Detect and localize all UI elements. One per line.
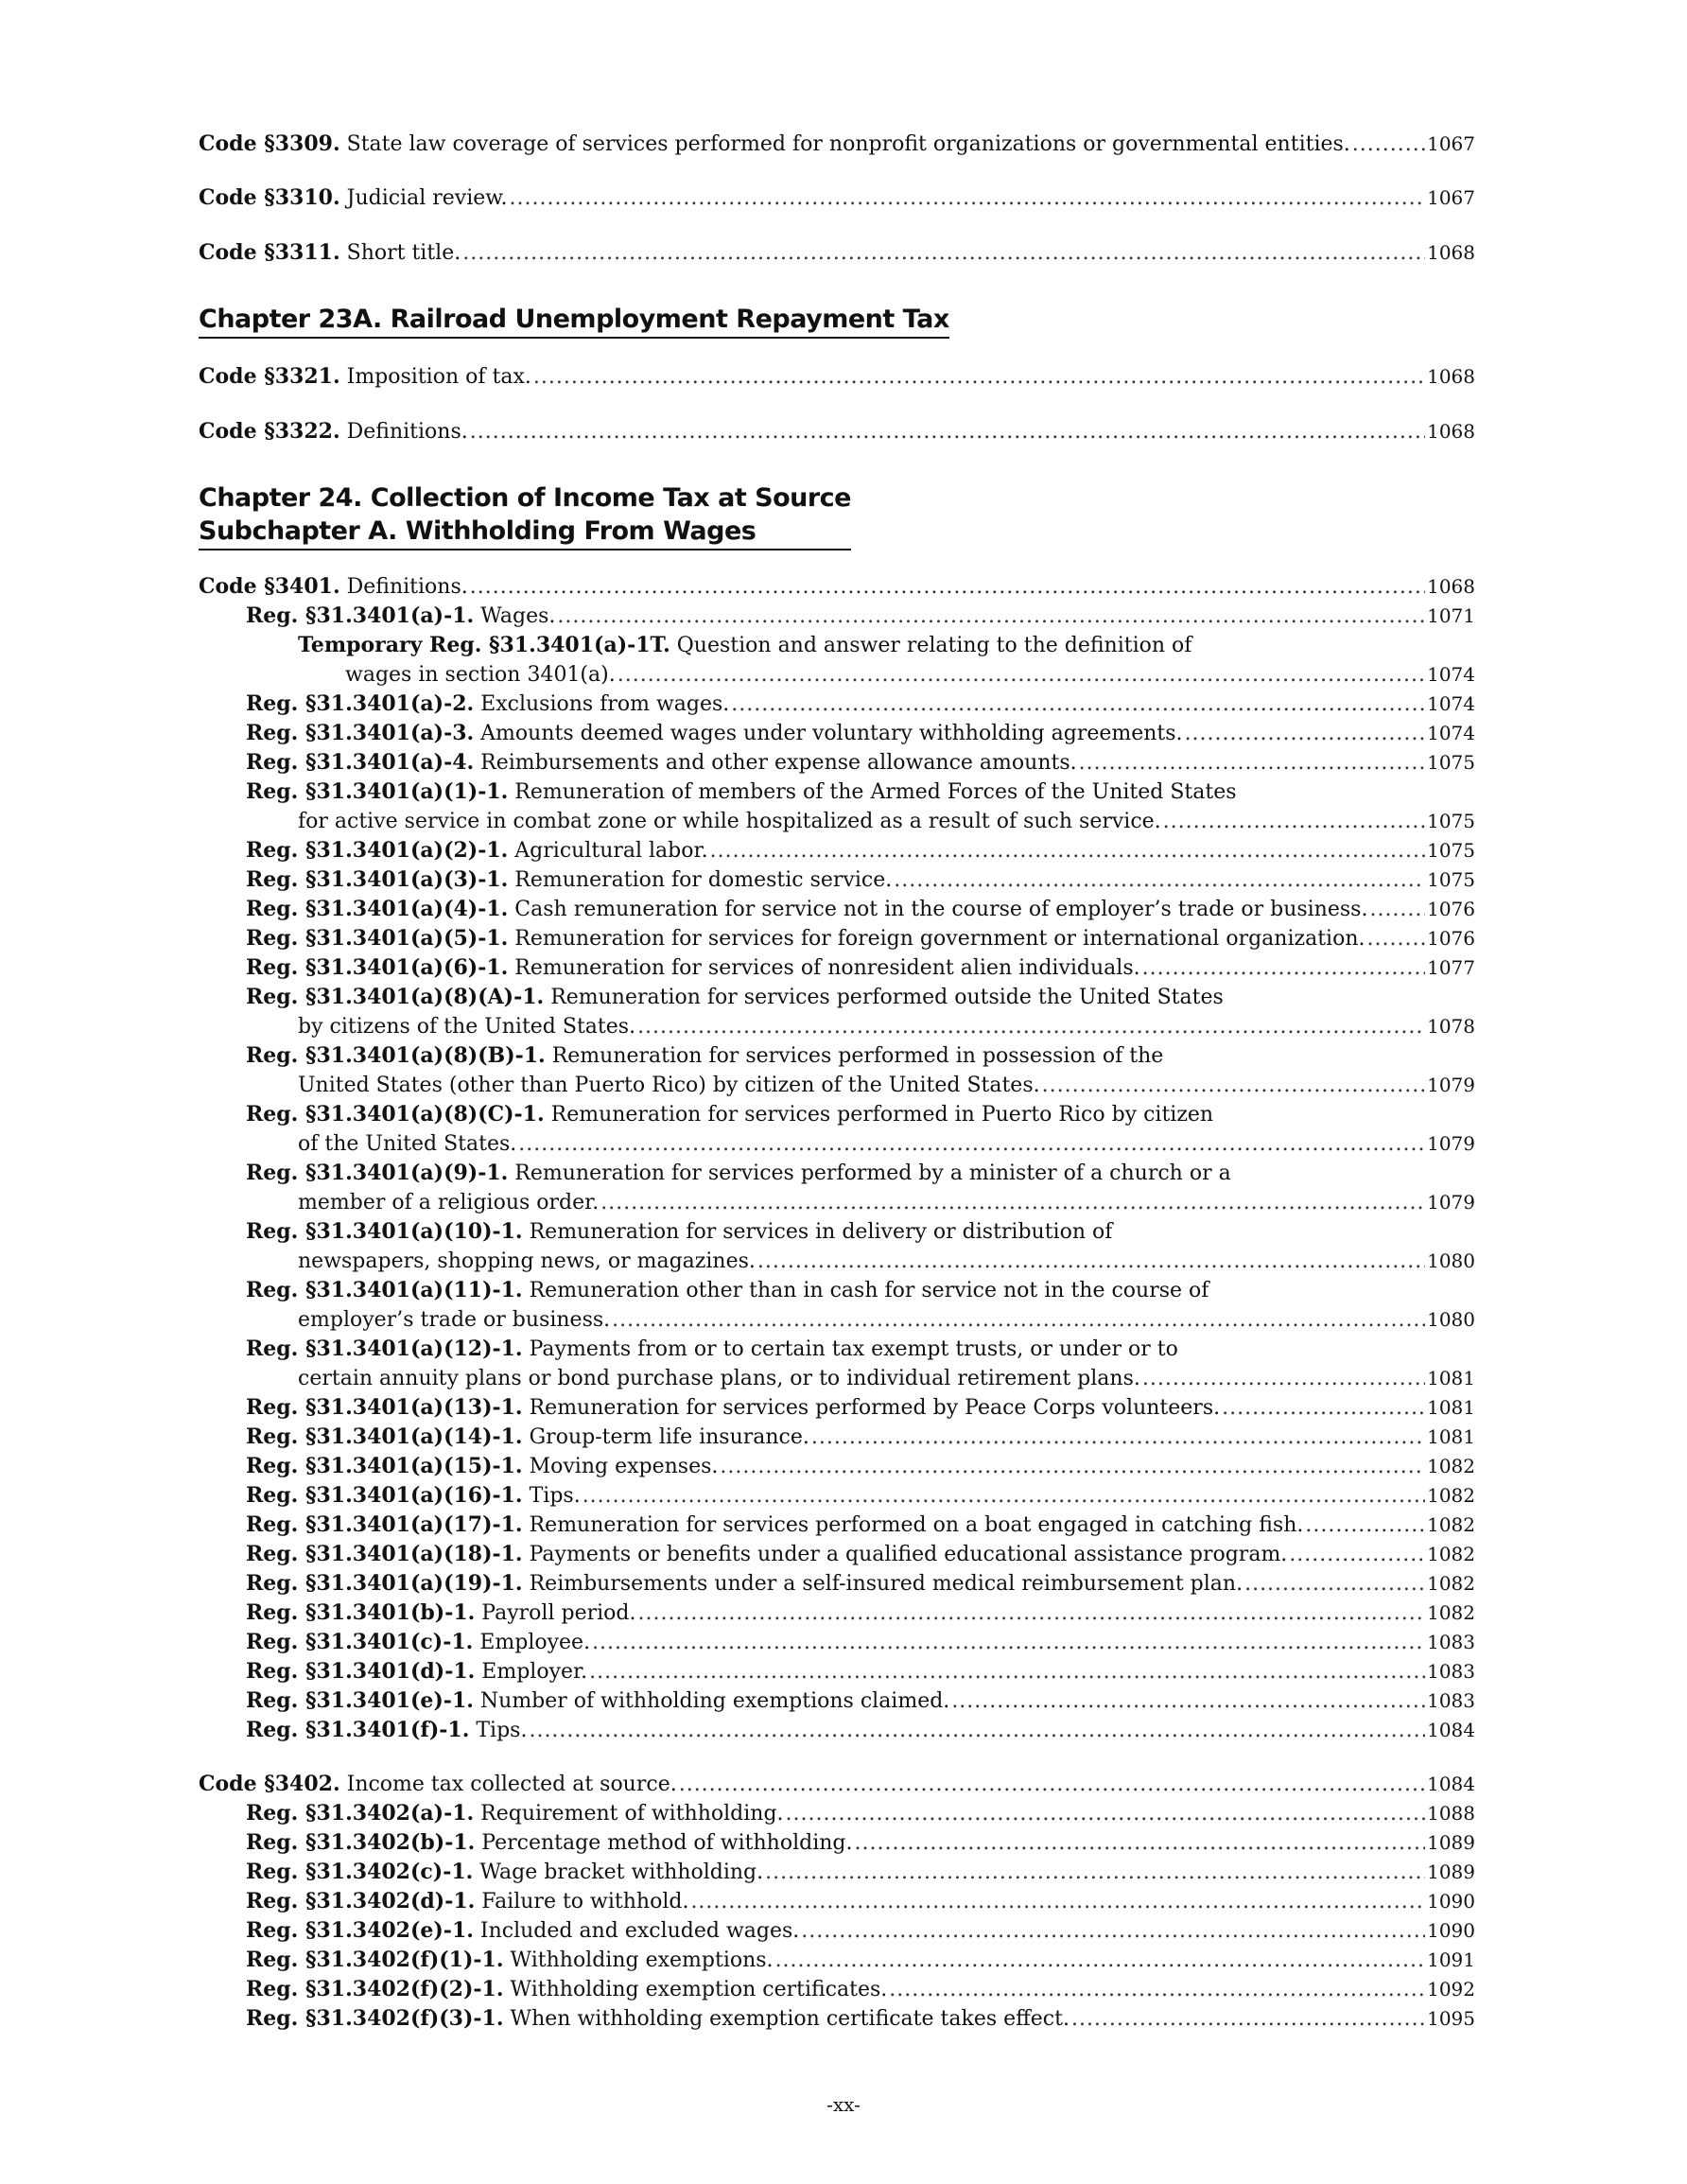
section-title: Failure to withhold. [481,1890,689,1913]
section-label: Reg. §31.3401(a)(6)-1. [246,955,509,980]
section-title: Amounts deemed wages under voluntary withholding agreements. [480,722,1183,745]
section-title: Remuneration for services for foreign government or international organization. [514,927,1365,951]
page-ref: 1082 [1427,1601,1475,1624]
section-title: of the United States. [298,1132,517,1156]
dot-leader [470,572,1425,602]
page-ref: 1079 [1427,1074,1475,1096]
section-title: Remuneration for services performed in possession of the [551,1044,1164,1068]
dot-leader [1185,719,1426,748]
toc-entry-reg[interactable] [199,1540,1475,1569]
section-title: newspapers, shopping news, or magazines. [298,1249,756,1273]
section-title: Definitions. [346,420,468,444]
chapter-heading [199,303,949,339]
section-label: Reg. §31.3401(a)-1. [246,603,475,628]
toc-entry-reg[interactable] [199,983,1475,1041]
dot-leader [589,1657,1425,1686]
dot-leader [509,183,1425,213]
toc-entry-code[interactable] [199,130,1475,159]
dot-leader [592,1628,1425,1657]
toc-entry-reg[interactable] [199,895,1475,924]
section-label: Reg. §31.3401(a)(12)-1. [246,1337,523,1361]
page-ref: 1071 [1427,604,1475,627]
dot-leader [637,1599,1425,1628]
dot-leader [617,660,1425,690]
chapter-heading-line: Chapter 24. Collection of Income Tax at Source [199,483,851,513]
page-ref: 1082 [1427,1572,1475,1595]
dot-leader [855,1828,1426,1858]
dot-leader [1079,748,1425,778]
page-ref: 1084 [1427,1773,1475,1795]
section-title: Wage bracket withholding. [479,1861,764,1884]
section-title: Payments from or to certain tax exempt trusts, or under or to [529,1337,1178,1361]
section-title: Tips. [476,1719,528,1742]
toc-entry-reg[interactable] [199,748,1475,778]
page-number: -xx- [826,2093,861,2116]
section-label: Code §3310. [199,185,340,210]
toc-entry-reg[interactable] [199,1599,1475,1628]
toc-entry-reg[interactable] [199,953,1475,983]
section-title: Remuneration for services performed by a minister of a church or a [514,1162,1231,1185]
toc-entry-reg[interactable] [199,1393,1475,1423]
dot-leader [583,1481,1425,1511]
dot-leader [518,1129,1425,1159]
page-ref: 1075 [1427,751,1475,774]
dot-leader [720,1452,1425,1481]
page-ref: 1078 [1427,1015,1475,1038]
chapter-heading [199,481,851,550]
dot-leader [786,1799,1426,1828]
section-title: Number of withholding exemptions claimed. [479,1689,950,1713]
section-label: Reg. §31.3401(e)-1. [246,1688,474,1713]
section-label: Reg. §31.3401(a)(5)-1. [246,926,509,951]
section-title: certain annuity plans or bond purchase plans, or to individual retirement plans. [298,1367,1140,1390]
section-title: Exclusions from wages. [480,692,730,716]
section-title: Percentage method of withholding. [481,1831,853,1855]
dot-leader [529,1716,1425,1745]
dot-leader [1142,1364,1425,1393]
dot-leader [765,1858,1425,1887]
page-ref: 1068 [1427,365,1475,388]
toc-entry-code[interactable] [199,417,1475,446]
section-title: Tips. [529,1484,581,1508]
section-label: Reg. §31.3401(a)(3)-1. [246,867,509,892]
section-label: Reg. §31.3401(d)-1. [246,1659,476,1684]
page-ref: 1074 [1427,692,1475,715]
dot-leader [731,690,1425,719]
section-label: Reg. §31.3401(a)-4. [246,750,475,775]
toc-entry-reg[interactable] [199,1975,1475,2004]
section-label: Reg. §31.3402(a)-1. [246,1801,475,1826]
dot-leader [557,602,1425,631]
toc-entry-code[interactable] [199,362,1475,392]
dot-leader [1163,807,1425,836]
section-label: Code §3309. [199,131,340,156]
section-label: Code §3401. [199,574,340,599]
page-ref: 1077 [1427,956,1475,979]
section-title: Remuneration for services performed outside the United States [550,986,1224,1009]
section-title: Wages. [480,604,556,628]
toc-entry-reg[interactable] [199,1511,1475,1540]
dot-leader [1071,2004,1425,2034]
section-label: Code §3322. [199,419,340,444]
toc-entry-reg[interactable] [199,1041,1475,1100]
page-ref: 1076 [1427,927,1475,950]
section-title: Agricultural labor. [514,839,708,863]
page-ref: 1083 [1427,1631,1475,1653]
section-title: Payments or benefits under a qualified educational assistance program. [529,1543,1288,1566]
toc-entry-code[interactable] [199,572,1475,602]
section-title: Remuneration other than in cash for service not in the course of [529,1279,1209,1302]
dot-leader [775,1946,1426,1975]
dot-leader [757,1247,1425,1276]
dot-leader [801,1916,1425,1946]
toc-entry-reg[interactable] [199,778,1475,836]
page-ref: 1083 [1427,1689,1475,1712]
section-label: Reg. §31.3402(f)(1)-1. [246,1948,504,1972]
page-ref: 1090 [1427,1919,1475,1942]
dot-leader [462,238,1425,268]
dot-leader [690,1887,1425,1916]
dot-leader [1222,1393,1425,1423]
toc-entry-reg[interactable] [199,1481,1475,1511]
dot-leader [710,836,1426,865]
section-label: Reg. §31.3401(b)-1. [246,1600,476,1625]
page-ref: 1084 [1427,1719,1475,1741]
section-label: Code §3321. [199,364,340,389]
toc-entry-reg[interactable] [199,1628,1475,1657]
section-title: Remuneration of members of the Armed Forces of the United States [514,780,1237,804]
section-title: Imposition of tax. [346,365,531,389]
toc-entry-reg[interactable] [199,1686,1475,1716]
section-label: Reg. §31.3401(a)(11)-1. [246,1278,523,1302]
section-title: Definitions. [346,575,468,599]
page-ref: 1067 [1427,186,1475,209]
toc-entry-reg[interactable] [199,1946,1475,1975]
page-ref: 1075 [1427,810,1475,832]
page-ref: 1083 [1427,1660,1475,1683]
section-label: Reg. §31.3401(a)(13)-1. [246,1395,523,1420]
dot-leader [1352,130,1425,159]
toc-entry-reg[interactable] [199,865,1475,895]
section-label: Code §3311. [199,240,340,265]
section-title: Cash remuneration for service not in the course of employer’s trade or business. [514,898,1368,921]
dot-leader [600,1188,1425,1217]
section-title: Remuneration for services performed by Peace Corps volunteers. [529,1396,1221,1420]
toc-entry-reg[interactable] [199,1217,1475,1276]
page-ref: 1095 [1427,2007,1475,2030]
dot-leader [1367,924,1426,953]
toc-entry-reg[interactable] [199,602,1475,631]
page-ref: 1067 [1427,132,1475,155]
page-ref: 1081 [1427,1367,1475,1389]
dot-leader [470,417,1425,446]
section-title: Employee. [479,1631,591,1654]
toc-entry-reg[interactable] [199,1276,1475,1335]
section-title: Judicial review. [346,186,508,210]
page-ref: 1082 [1427,1513,1475,1536]
toc-entry-reg[interactable] [199,1657,1475,1686]
section-label: Reg. §31.3401(f)-1. [246,1718,470,1742]
page-ref: 1082 [1427,1543,1475,1565]
section-label: Reg. §31.3401(a)(8)(C)-1. [246,1102,545,1127]
toc-entry-reg[interactable] [199,1887,1475,1916]
section-label: Reg. §31.3402(d)-1. [246,1889,476,1913]
page-ref: 1088 [1427,1802,1475,1825]
section-title: Requirement of withholding. [480,1802,784,1826]
chapter-heading-line: Subchapter A. Withholding From Wages [199,516,757,546]
dot-leader [889,1975,1425,2004]
dot-leader [637,1012,1425,1041]
toc-entry-reg[interactable] [199,1716,1475,1745]
toc-entry-reg[interactable] [199,1569,1475,1599]
section-title: wages in section 3401(a). [345,663,616,687]
toc-entry-reg[interactable] [199,1916,1475,1946]
page-ref: 1082 [1427,1484,1475,1507]
toc-entry-reg[interactable] [199,1423,1475,1452]
page-ref: 1080 [1427,1249,1475,1272]
section-title: Remuneration for services of nonresident alien individuals. [514,956,1140,980]
toc-entry-reg[interactable] [199,1335,1475,1393]
section-title: Remuneration for services in delivery or distribution of [529,1220,1113,1244]
dot-leader [1244,1569,1425,1599]
page-ref: 1091 [1427,1948,1475,1971]
page-ref: 1074 [1427,722,1475,744]
page-ref: 1089 [1427,1861,1475,1883]
section-label: Reg. §31.3402(f)(2)-1. [246,1977,504,2001]
dot-leader [1305,1511,1425,1540]
toc-entry-reg[interactable] [199,1799,1475,1828]
page-ref: 1075 [1427,839,1475,862]
page-ref: 1081 [1427,1396,1475,1419]
section-label: Reg. §31.3401(a)(10)-1. [246,1219,523,1244]
toc-entry-code[interactable] [199,1770,1475,1799]
toc-entry-code[interactable] [199,238,1475,268]
toc-entry-code[interactable] [199,183,1475,213]
section-label: Reg. §31.3401(a)(8)(A)-1. [246,985,545,1009]
section-label: Reg. §31.3401(a)(16)-1. [246,1483,523,1508]
dot-leader [612,1305,1425,1335]
toc-entry-reg[interactable] [199,924,1475,953]
section-title: Question and answer relating to the definition of [676,634,1192,657]
page-ref: 1074 [1427,663,1475,686]
section-title: member of a religious order. [298,1191,600,1214]
section-title: Remuneration for services performed on a boat engaged in catching fish. [529,1513,1304,1537]
section-title: Remuneration for domestic service. [514,868,893,892]
dot-leader [1042,1071,1425,1100]
section-label: Reg. §31.3401(a)(1)-1. [246,779,509,804]
toc-entry-reg[interactable] [199,1159,1475,1217]
section-label: Reg. §31.3401(a)-2. [246,691,475,716]
toc-entry-temp-reg[interactable] [199,631,1475,690]
page-ref: 1092 [1427,1978,1475,2001]
dot-leader [894,865,1425,895]
page-ref: 1081 [1427,1425,1475,1448]
page-ref: 1090 [1427,1890,1475,1913]
section-label: Reg. §31.3402(b)-1. [246,1830,476,1855]
dot-leader [1369,895,1425,924]
section-title: Withholding exemptions. [510,1948,774,1972]
page-ref: 1082 [1427,1455,1475,1477]
page-ref: 1079 [1427,1132,1475,1155]
section-title: Moving expenses. [529,1455,719,1478]
toc-entry-reg[interactable] [199,1858,1475,1887]
section-title: Income tax collected at source. [346,1773,677,1796]
page-ref: 1068 [1427,575,1475,598]
section-label: Reg. §31.3402(c)-1. [246,1860,474,1884]
section-label: Reg. §31.3401(a)(18)-1. [246,1542,523,1566]
section-label: Reg. §31.3402(e)-1. [246,1918,474,1943]
page-ref: 1068 [1427,241,1475,264]
toc-entry-reg[interactable] [199,1828,1475,1858]
section-label: Reg. §31.3402(f)(3)-1. [246,2006,504,2031]
toc-entry-reg[interactable] [199,1452,1475,1481]
page-ref: 1068 [1427,420,1475,443]
section-title: When withholding exemption certificate takes effect. [510,2007,1070,2031]
page-ref: 1080 [1427,1308,1475,1331]
section-title: for active service in combat zone or while hospitalized as a result of such service. [298,810,1161,833]
dot-leader [951,1686,1425,1716]
section-label: Reg. §31.3401(a)-3. [246,721,475,745]
section-title: Reimbursements under a self-insured medical reimbursement plan. [529,1572,1244,1596]
section-label: Temporary Reg. §31.3401(a)-1T. [298,633,670,657]
section-title: Remuneration for services performed in Puerto Rico by citizen [550,1103,1214,1127]
toc-entry-reg[interactable] [199,719,1475,748]
toc-entry-reg[interactable] [199,836,1475,865]
dot-leader [1142,953,1425,983]
dot-leader [533,362,1425,392]
section-label: Reg. §31.3401(c)-1. [246,1630,474,1654]
section-title: State law coverage of services performed for nonprofit organizations or governmental entities. [346,132,1350,156]
section-title: Payroll period. [481,1601,636,1625]
dot-leader [811,1423,1425,1452]
toc-entry-reg[interactable] [199,1100,1475,1159]
section-label: Reg. §31.3401(a)(9)-1. [246,1161,509,1185]
section-title: Reimbursements and other expense allowance amounts. [480,751,1077,775]
page-ref: 1079 [1427,1191,1475,1214]
section-title: Withholding exemption certificates. [510,1978,888,2001]
toc-entry-reg[interactable] [199,690,1475,719]
section-title: employer’s trade or business. [298,1308,611,1332]
page-ref: 1089 [1427,1831,1475,1854]
section-label: Reg. §31.3401(a)(4)-1. [246,897,509,921]
section-label: Reg. §31.3401(a)(17)-1. [246,1512,523,1537]
section-label: Reg. §31.3401(a)(19)-1. [246,1571,523,1596]
section-label: Reg. §31.3401(a)(2)-1. [246,838,509,863]
page-ref: 1076 [1427,898,1475,920]
section-title: Employer. [481,1660,588,1684]
section-title: United States (other than Puerto Rico) by citizen of the United States. [298,1074,1040,1097]
chapter-heading-line: Chapter 23A. Railroad Unemployment Repayment Tax [199,305,949,334]
section-label: Code §3402. [199,1772,340,1796]
dot-leader [679,1770,1425,1799]
section-label: Reg. §31.3401(a)(15)-1. [246,1454,523,1478]
section-title: by citizens of the United States. [298,1015,636,1039]
section-title: Short title. [346,241,461,265]
section-label: Reg. §31.3401(a)(14)-1. [246,1424,523,1449]
section-title: Group-term life insurance. [529,1425,809,1449]
dot-leader [1289,1540,1425,1569]
section-title: Included and excluded wages. [479,1919,800,1943]
toc-entry-reg[interactable] [199,2004,1475,2034]
section-label: Reg. §31.3401(a)(8)(B)-1. [246,1043,546,1068]
page-ref: 1075 [1427,868,1475,891]
